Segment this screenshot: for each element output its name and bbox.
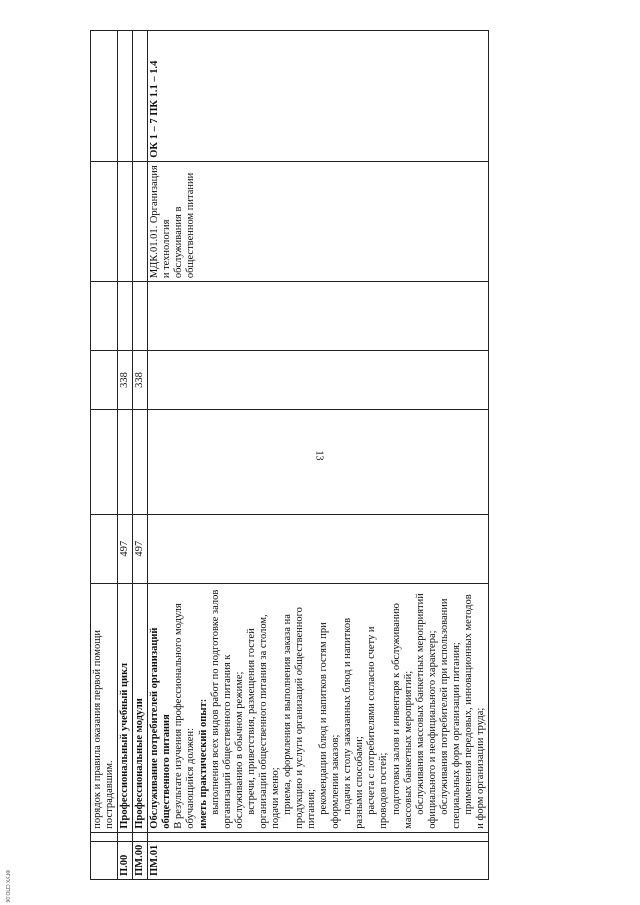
code-cell: П.00	[118, 841, 133, 879]
list-item: встречи, приветствия, размещения гостей организаций общественного питания за столом, подачи меню;	[245, 614, 281, 829]
code-cell: ПМ.00	[133, 841, 148, 879]
hours-class-cell	[91, 351, 118, 410]
competence-cell	[118, 31, 133, 162]
code-cell: ПМ.01	[148, 841, 489, 879]
list-item: приема, оформления и выполнения заказа на продукцию и услуги организаций общественного питания;	[281, 607, 318, 829]
list-item: подготовки залов и инвентаря к обслуживанию массовых банкетных мероприятий;	[390, 603, 414, 829]
module-heading: иметь практический опыт:	[197, 698, 209, 829]
table-row-pm01	[148, 31, 489, 880]
list-item: выполнения всех видов работ по подготовке залов организаций общественного питания к обслуживанию в обычном режиме;	[209, 589, 245, 829]
mdk-cell	[118, 161, 133, 281]
mdk-cell: МДК.01.01. Организация и технология обслуживания в общественном питании	[148, 161, 489, 281]
list-item: применения передовых, инновационных методов и форм организации труда;	[462, 594, 486, 829]
list-item: расчета с потребителями согласно счету и проводов гостей;	[366, 626, 390, 829]
module-title: Обслуживание потребителей организаций общественного питания	[149, 627, 173, 829]
table-row	[118, 31, 133, 880]
competence-cell	[91, 31, 118, 162]
list-item: обслуживания массовых банкетных мероприятий официального и неофициального характера;	[414, 593, 438, 829]
table-row	[133, 31, 148, 880]
name-cell: Профессиональный учебный цикл	[118, 583, 133, 832]
page-number: 13	[313, 450, 325, 461]
curriculum-table	[90, 30, 489, 880]
hours-max-cell: 497	[118, 514, 133, 583]
code-cell	[91, 841, 118, 879]
curriculum-table-page	[90, 30, 610, 880]
competence-cell	[133, 31, 148, 162]
list-item: подачи к столу заказанных блюд и напитков разными способами;	[342, 617, 366, 829]
table-row	[91, 31, 118, 880]
module-description	[148, 583, 489, 832]
competence-cell: ОК 1 – 7 ПК 1.1 – 1.4	[148, 31, 489, 162]
list-item: обслуживания потребителей при использовании специальных форм организации питания;	[438, 598, 462, 829]
hours-class-cell: 338	[133, 351, 148, 410]
footer-stamp: ФГУХ СПО.06	[4, 870, 10, 903]
name-cell: порядок и правила оказания первой помощи пострадавшим.	[91, 583, 118, 832]
module-intro: В результате изучения профессионального модуля обучающийся должен:	[173, 603, 197, 829]
list-item: рекомендации блюд и напитков гостям при оформлении заказов;	[318, 622, 342, 829]
hours-max-cell	[91, 514, 118, 583]
hours-max-cell: 497	[133, 514, 148, 583]
name-cell: Профессиональные модули	[133, 583, 148, 832]
mdk-cell	[133, 161, 148, 281]
mdk-cell	[91, 161, 118, 281]
hours-class-cell: 338	[118, 351, 133, 410]
